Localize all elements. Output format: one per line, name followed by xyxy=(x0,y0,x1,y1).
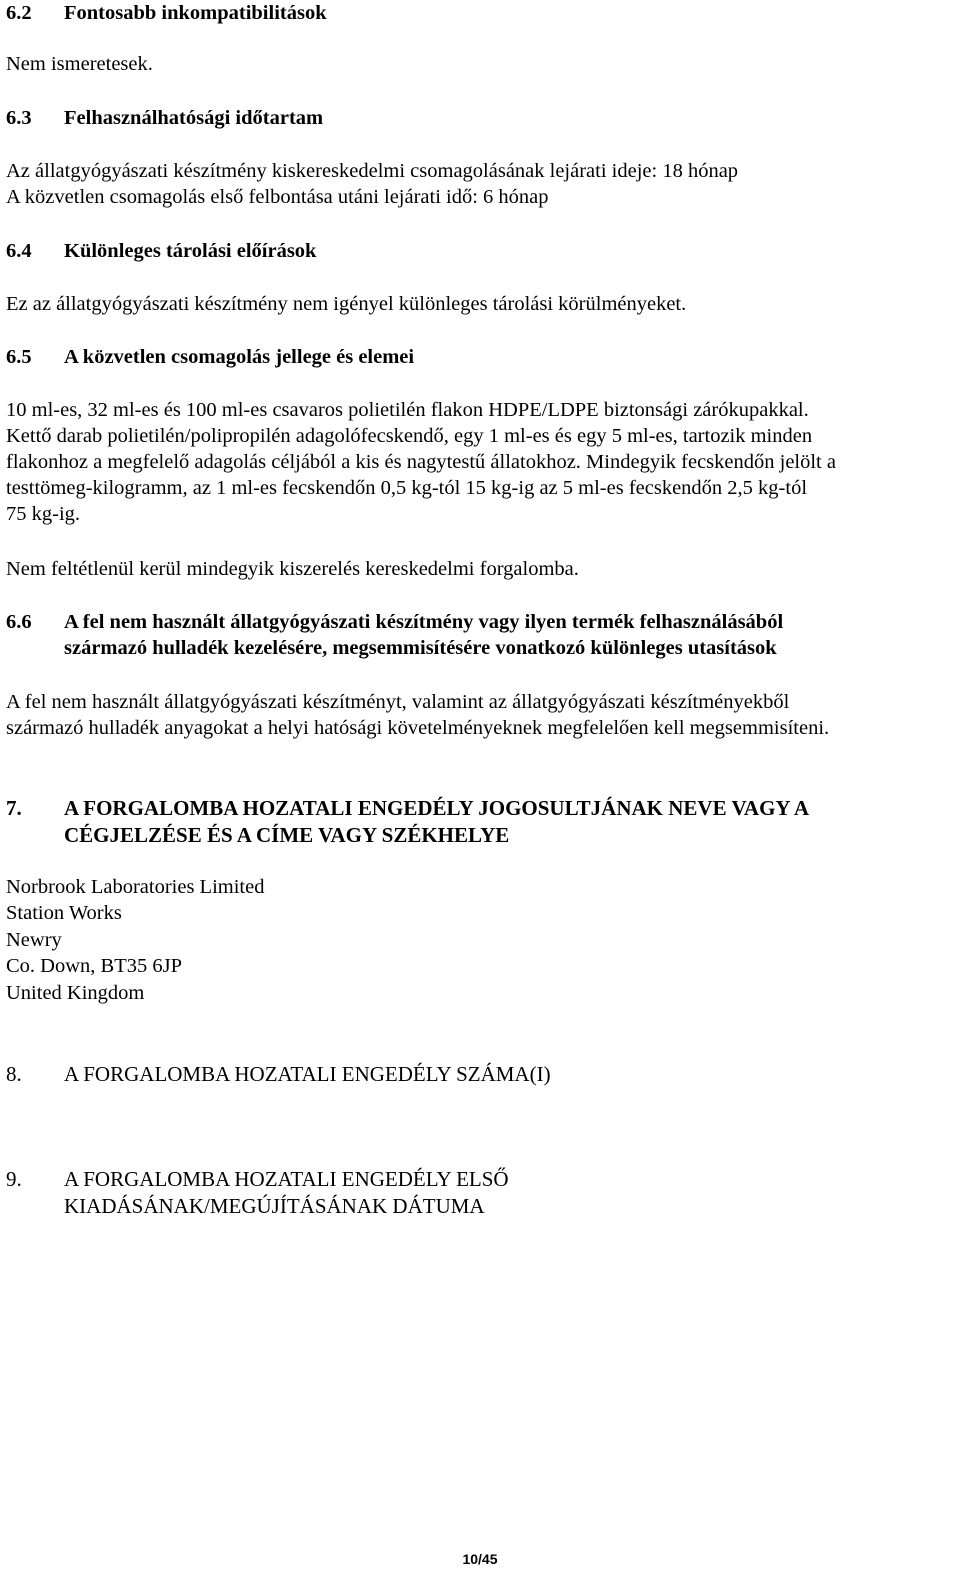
section-6-5-line: 10 ml-es, 32 ml-es és 100 ml-es csavaros polietilén flakon HDPE/LDPE biztonsági zárókupakkal. xyxy=(6,399,809,421)
section-6-6-line: származó hulladék anyagokat a helyi hatósági követelményeknek megfelelően kell megsemmisíteni. xyxy=(6,717,830,739)
address-line-company: Norbrook Laboratories Limited xyxy=(6,876,265,898)
section-title: Különleges tárolási előírások xyxy=(64,240,317,262)
section-title: Fontosabb inkompatibilitások xyxy=(64,2,327,24)
page-number: 10/45 xyxy=(462,1551,498,1567)
section-title: KIADÁSÁNAK/MEGÚJÍTÁSÁNAK DÁTUMA xyxy=(64,1194,485,1218)
section-6-3-line: Az állatgyógyászati készítmény kiskereskedelmi csomagolásának lejárati ideje: 18 hónap xyxy=(6,160,739,182)
section-6-5-line: testtömeg-kilogramm, az 1 ml-es fecskendőn 0,5 kg-tól 15 kg-ig az 5 ml-es fecskendőn 2,5 kg-tól xyxy=(6,477,808,499)
section-number: 6.6 xyxy=(6,611,32,633)
address-line-street: Station Works xyxy=(6,902,122,924)
section-number: 6.5 xyxy=(6,346,32,368)
section-title: A fel nem használt állatgyógyászati készítmény vagy ilyen termék felhasználásából xyxy=(64,611,784,633)
section-title: A közvetlen csomagolás jellege és elemei xyxy=(64,346,415,368)
section-6-5-line: Kettő darab polietilén/polipropilén adagolófecskendő, egy 1 ml-es és egy 5 ml-es, tartozik minden xyxy=(6,425,813,447)
section-number: 8. xyxy=(6,1062,22,1086)
section-6-5-line: flakonhoz a megfelelő adagolás céljából a kis és nagytestű állatokhoz. Mindegyik fecskendőn jelölt a xyxy=(6,451,836,473)
section-number: 9. xyxy=(6,1167,22,1191)
section-title: Felhasználhatósági időtartam xyxy=(64,107,324,129)
section-title: CÉGJELZÉSE ÉS A CÍME VAGY SZÉKHELYE xyxy=(64,823,510,847)
address-line-country: United Kingdom xyxy=(6,982,145,1004)
section-number: 7. xyxy=(6,796,22,820)
section-number: 6.3 xyxy=(6,107,32,129)
section-title: A FORGALOMBA HOZATALI ENGEDÉLY ELSŐ xyxy=(64,1167,509,1191)
section-6-6-line: A fel nem használt állatgyógyászati készítményt, valamint az állatgyógyászati készítményekből xyxy=(6,691,790,713)
section-number: 6.4 xyxy=(6,240,32,262)
section-6-2-text: Nem ismeretesek. xyxy=(6,53,153,75)
section-6-5-line: 75 kg-ig. xyxy=(6,503,81,525)
section-6-4-text: Ez az állatgyógyászati készítmény nem igényel különleges tárolási körülményeket. xyxy=(6,293,687,315)
section-6-5-note: Nem feltétlenül kerül mindegyik kiszerelés kereskedelmi forgalomba. xyxy=(6,558,579,580)
address-line-city: Newry xyxy=(6,929,62,951)
section-title: származó hulladék kezelésére, megsemmisítésére vonatkozó különleges utasítások xyxy=(64,637,777,659)
section-6-3-line: A közvetlen csomagolás első felbontása utáni lejárati idő: 6 hónap xyxy=(6,186,549,208)
section-title: A FORGALOMBA HOZATALI ENGEDÉLY SZÁMA(I) xyxy=(64,1062,551,1086)
address-line-postcode: Co. Down, BT35 6JP xyxy=(6,955,182,977)
section-number: 6.2 xyxy=(6,2,32,24)
section-title: A FORGALOMBA HOZATALI ENGEDÉLY JOGOSULTJÁNAK NEVE VAGY A xyxy=(64,796,810,820)
